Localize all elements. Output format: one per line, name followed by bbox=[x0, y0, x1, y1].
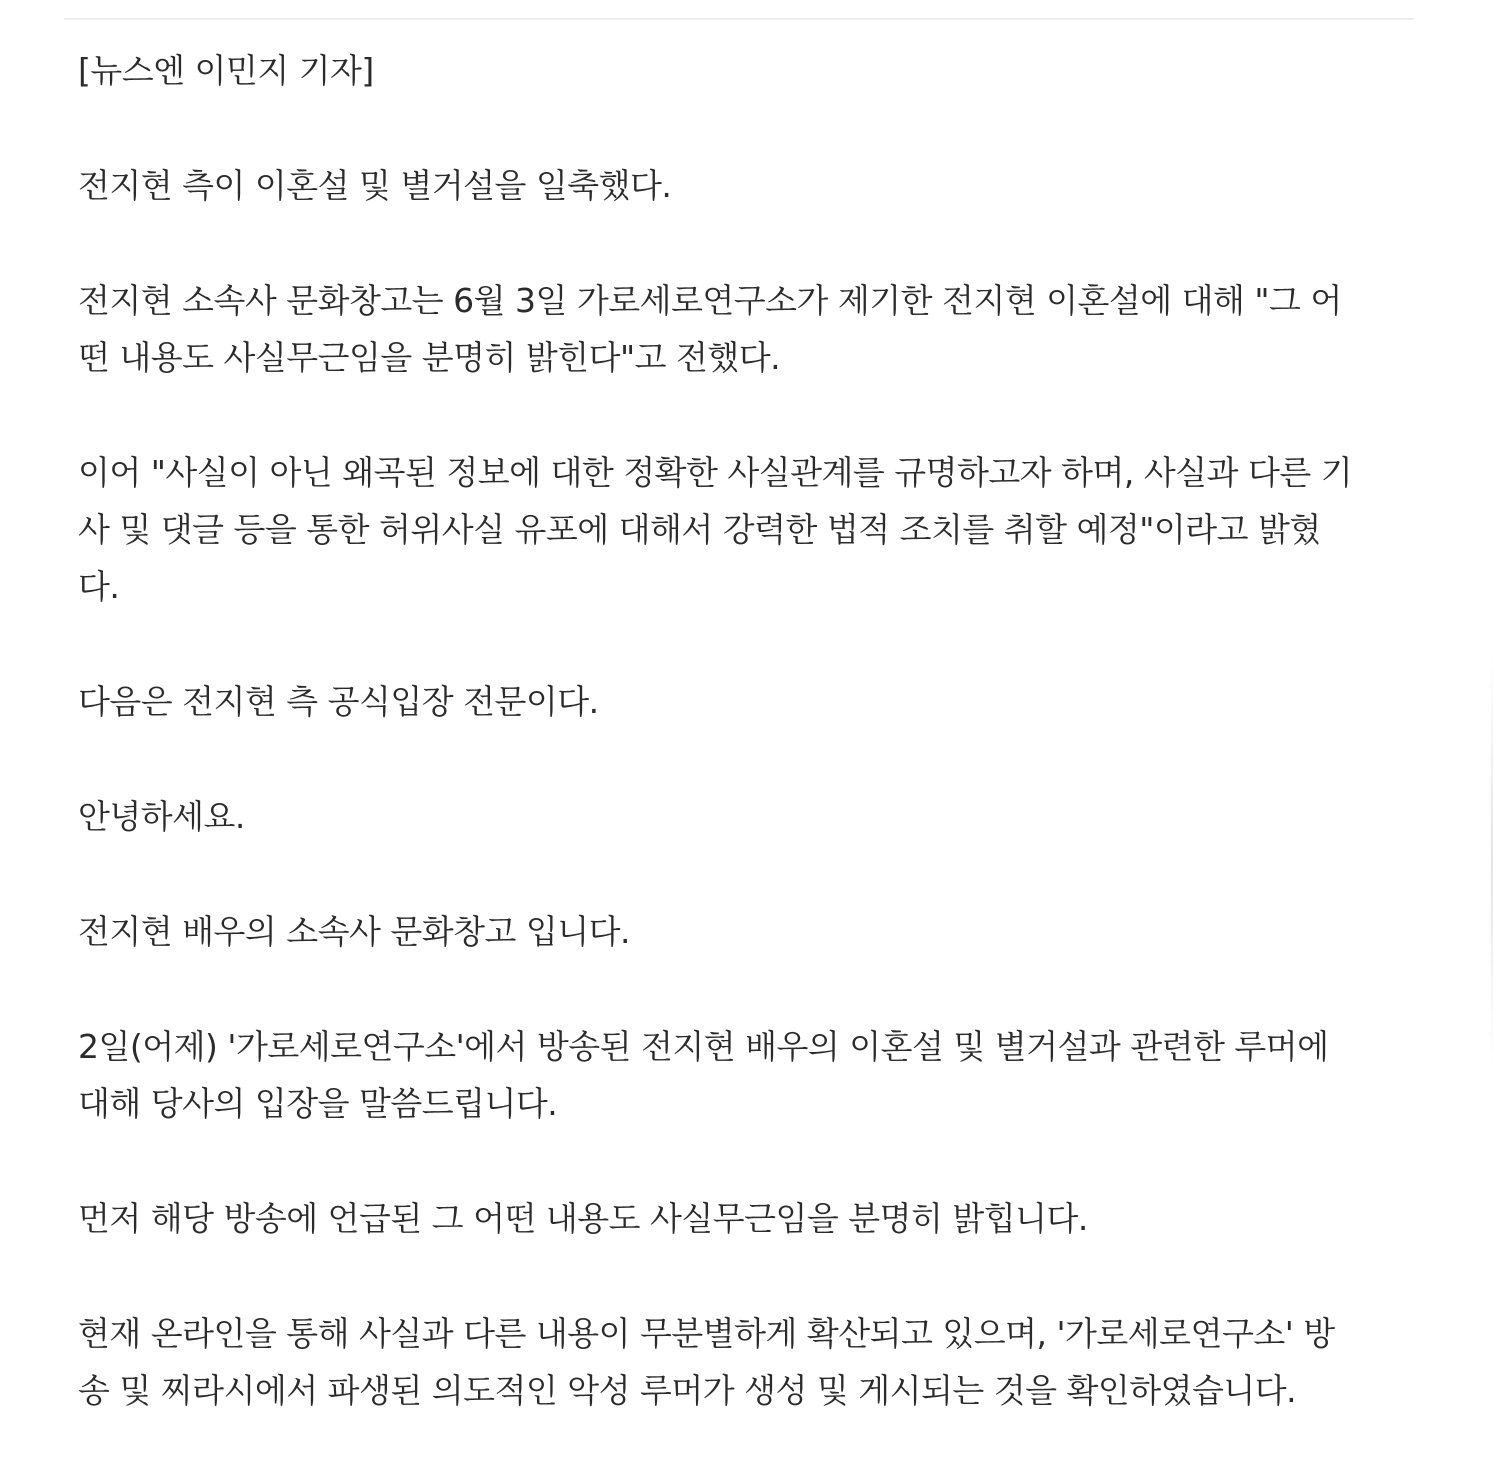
paragraph-1: 전지현 측이 이혼설 및 별거설을 일축했다. bbox=[78, 166, 672, 205]
paragraph-9-line-2: 송 및 찌라시에서 파생된 의도적인 악성 루머가 생성 및 게시되는 것을 확인하였습니다. bbox=[78, 1371, 1297, 1410]
paragraph-8: 먼저 해당 방송에 언급된 그 어떤 내용도 사실무근임을 분명히 밝힙니다. bbox=[78, 1199, 1088, 1238]
paragraph-9-line-1: 현재 온라인을 통해 사실과 다른 내용이 무분별하게 확산되고 있으며, '가로세로연구소' 방 bbox=[78, 1314, 1335, 1353]
paragraph-9 bbox=[78, 1305, 1378, 1419]
paragraph-7-line-2: 대해 당사의 입장을 말씀드립니다. bbox=[78, 1084, 558, 1123]
paragraph-6: 전지현 배우의 소속사 문화창고 입니다. bbox=[78, 912, 630, 951]
paragraph-7 bbox=[78, 1018, 1378, 1132]
paragraph-3-line-3: 다. bbox=[78, 567, 120, 606]
paragraph-3-line-2: 사 및 댓글 등을 통한 허위사실 유포에 대해서 강력한 법적 조치를 취할 예정"이라고 밝혔 bbox=[78, 510, 1321, 549]
paragraph-5: 안녕하세요. bbox=[78, 797, 245, 836]
paragraph-4: 다음은 전지현 측 공식입장 전문이다. bbox=[78, 682, 599, 721]
paragraph-7-line-1: 2일(어제) '가로세로연구소'에서 방송된 전지현 배우의 이혼설 및 별거설과 관련한 루머에 bbox=[78, 1027, 1329, 1066]
article-body bbox=[78, 42, 1378, 1419]
paragraph-3-line-1: 이어 "사실이 아닌 왜곡된 정보에 대한 정확한 사실관계를 규명하고자 하며, 사실과 다른 기 bbox=[78, 453, 1353, 492]
paragraph-2-line-1: 전지현 소속사 문화창고는 6월 3일 가로세로연구소가 제기한 전지현 이혼설에 대해 "그 어 bbox=[78, 281, 1342, 320]
paragraph-3 bbox=[78, 444, 1378, 615]
paragraph-2 bbox=[78, 272, 1378, 386]
paragraph-2-line-2: 떤 내용도 사실무근임을 분명히 밝힌다"고 전했다. bbox=[78, 338, 781, 377]
top-divider bbox=[64, 18, 1414, 20]
byline: [뉴스엔 이민지 기자] bbox=[78, 51, 374, 90]
